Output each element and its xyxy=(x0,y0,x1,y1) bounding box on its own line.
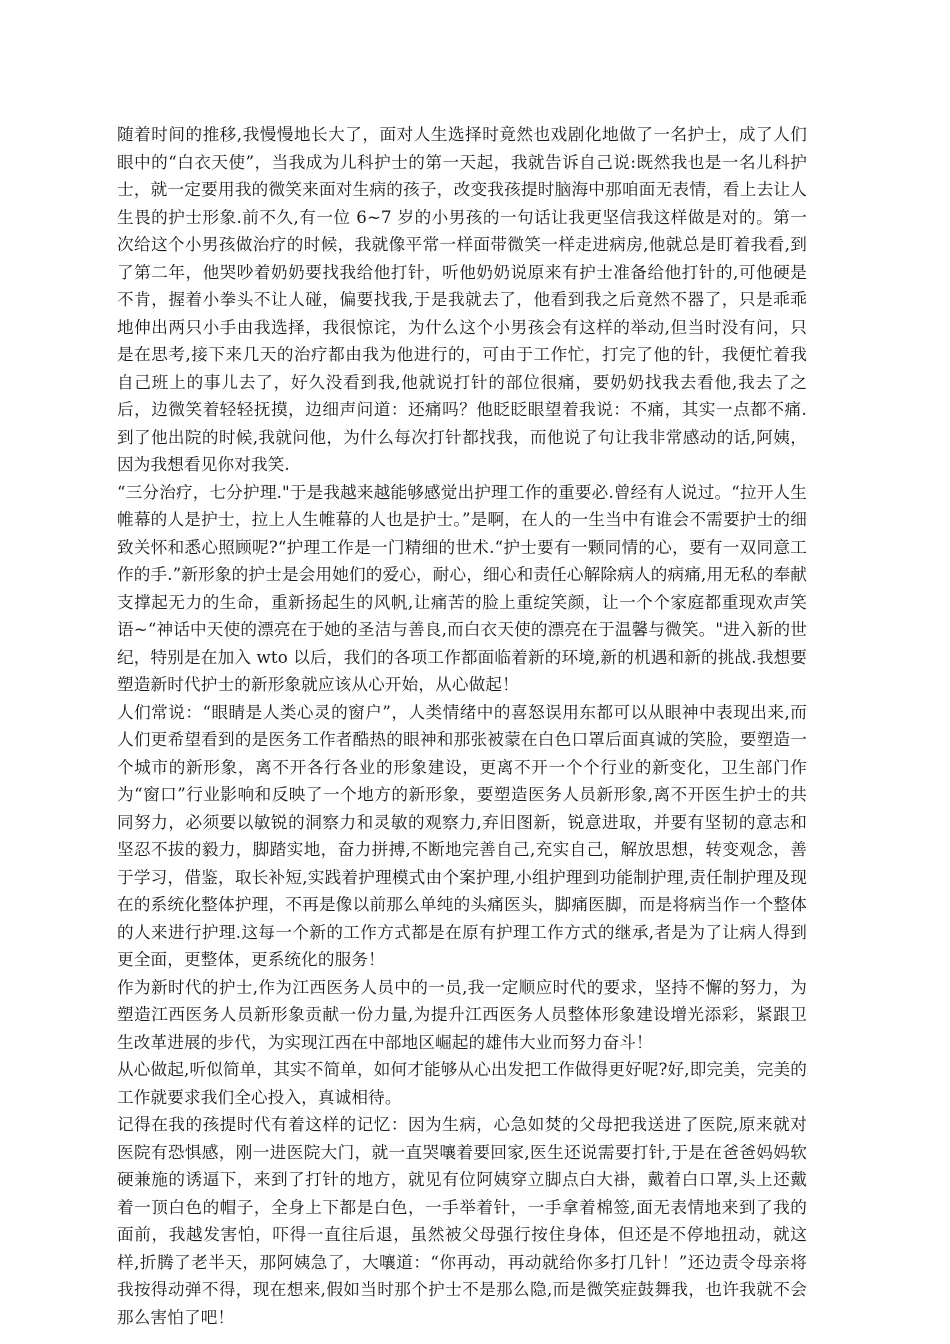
paragraph-6: 记得在我的孩提时代有着这样的记忆：因为生病，心急如焚的父母把我送进了医院,原来就对医院有恐惧感，刚一进医院大门，就一直哭嚷着要回家,医生还说需要打针,于是在爸爸妈妈软硬兼施的诱逼下，来到了打针的地方，就见有位阿姨穿立脚点白大褂，戴着白口罩,头上还戴着一顶白色的帽子，全身上下都是白色，一手举着针，一手拿着棉签,面无表情地来到了我的面前，我越发害怕，吓得一直往后退，虽然被父母强行按住身体，但还是不停地扭动，就这样,折腾了老半天，那阿姨急了，大嚷道：“你再动，再动就给你多打几针！”还边责令母亲将我按得动弹不得，现在想来,假如当时那个护士不是那么隐,而是微笑症鼓舞我，也许我就不会那么害怕了吧！ xyxy=(117,1115,807,1327)
paragraph-4: 作为新时代的护士,作为江西医务人员中的一员,我一定顺应时代的要求，坚持不懈的努力，为塑造江西医务人员新形象贡献一份力量,为提升江西医务人员整体形象建设增光添彩，紧跟卫生改革进展的步代，为实现江西在中部地区崛起的雄伟大业而努力奋斗！ xyxy=(117,977,807,1052)
document-page xyxy=(117,121,807,1331)
paragraph-5: 从心做起,听似简单，其实不简单，如何才能够从心出发把工作做得更好呢?好,即完美，完美的工作就要求我们全心投入，真诚相待。 xyxy=(117,1060,807,1107)
paragraph-2: “三分治疗，七分护理."于是我越来越能够感觉出护理工作的重要必.曾经有人说过。“拉开人生帷幕的人是护士，拉上人生帷幕的人也是护士。”是啊，在人的一生当中有谁会不需要护士的细致关怀和悉心照顾呢?“护理工作是一门精细的世术.“护士要有一颗同情的心，要有一双同意工作的手.”新形象的护士是会用她们的爱心，耐心，细心和责任心解除病人的病痛,用无私的奉献支撑起无力的生命，重新扬起生的风帆,让痛苦的脸上重绽笑颜，让一个个家庭都重现欢声笑语~“神话中天使的漂亮在于她的圣洁与善良,而白衣天使的漂亮在于温馨与微笑。"进入新的世纪，特别是在加入 wto 以后，我们的各项工作都面临着新的环境,新的机遇和新的挑战.我想要塑造新时代护士的新形象就应该从心开始，从心做起！ xyxy=(117,482,807,694)
paragraph-1: 随着时间的推移,我慢慢地长大了，面对人生选择时竟然也戏剧化地做了一名护士，成了人们眼中的“白衣天使”，当我成为儿科护士的第一天起，我就告诉自己说:既然我也是一名儿科护士，就一定要用我的微笑来面对生病的孩子，改变我孩提时脑海中那咱面无表情，看上去让人生畏的护士形象.前不久,有一位 6~7 岁的小男孩的一句话让我更坚信我这样做是对的。第一次给这个小男孩做治疗的时候，我就像平常一样面带微笑一样走进病房,他就总是盯着我看,到了第二年，他哭吵着奶奶要找我给他打针，听他奶奶说原来有护士准备给他打针的,可他硬是不肯，握着小拳头不让人碰，偏要找我,于是我就去了，他看到我之后竟然不器了，只是乖乖地伸出两只小手由我选择，我很惊诧，为什么这个小男孩会有这样的举动,但当时没有问，只是在思考,接下来几天的治疗都由我为他进行的，可由于工作忙，打完了他的针，我便忙着我自己班上的事儿去了，好久没看到我,他就说打针的部位很痛，要奶奶找我去看他,我去了之后，边微笑着轻轻抚摸，边细声问道：还痛吗？他眨眨眼望着我说：不痛，其实一点都不痛.到了他出院的时候,我就问他，为什么每次打针都找我，而他说了句让我非常感动的话,阿姨，因为我想看见你对我笑. xyxy=(117,125,807,474)
paragraph-3: 人们常说：“眼睛是人类心灵的窗户”，人类情绪中的喜怒误用东都可以从眼神中表现出来,而人们更希望看到的是医务工作者酷热的眼神和那张被蒙在白色口罩后面真诚的笑脸，要塑造一个城市的新形象，离不开各行各业的形象建设，更离不开一个个行业的新变化，卫生部门作为“窗口”行业影响和反映了一个地方的新形象，要塑造医务人员新形象,离不开医生护士的共同努力，必须要以敏锐的洞察力和灵敏的观察力,弃旧图新，锐意进取，并要有坚韧的意志和坚忍不拔的毅力，脚踏实地，奋力拼搏,不断地完善自己,充实自己，解放思想，转变观念，善于学习，借鉴，取长补短,实践着护理模式由个案护理,小组护理到功能制护理,责任制护理及现在的系统化整体护理，不再是像以前那么单纯的头痛医头，脚痛医脚，而是将病当作一个整体的人来进行护理.这每一个新的工作方式都是在原有护理工作方式的继承,者是为了让病人得到更全面，更整体，更系统化的服务！ xyxy=(117,702,807,969)
